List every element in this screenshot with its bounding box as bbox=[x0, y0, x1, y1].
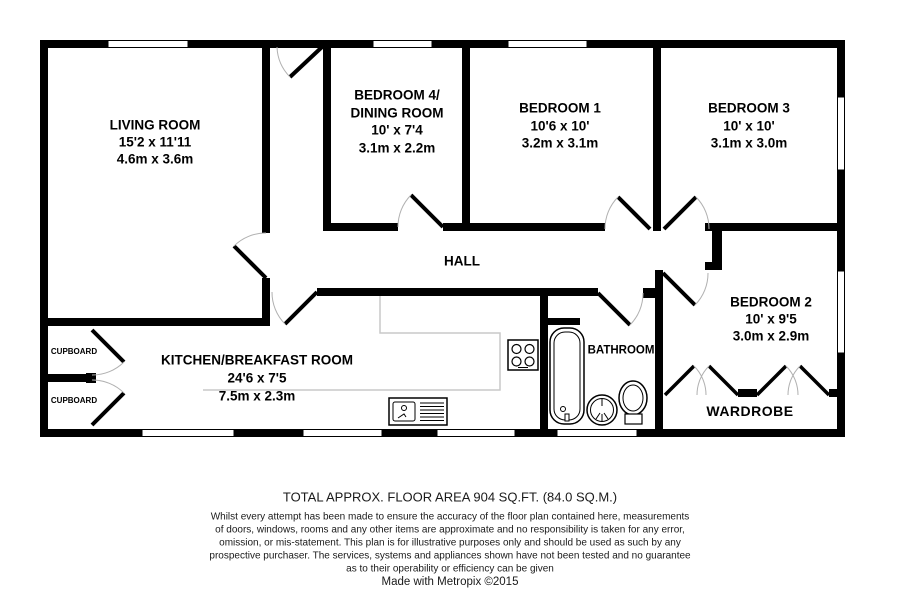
total-floor-area: TOTAL APPROX. FLOOR AREA 904 SQ.FT. (84.0 SQ.M.) bbox=[282, 489, 618, 505]
living-room-size-metric: 4.6m x 3.6m bbox=[116, 151, 194, 167]
window bbox=[508, 41, 587, 48]
window bbox=[142, 430, 234, 437]
bedroom4-label-line2: DINING ROOM bbox=[350, 105, 444, 121]
door-kitchen bbox=[272, 292, 317, 324]
bedroom3-size-imperial: 10' x 10' bbox=[723, 118, 775, 134]
bedroom4-size-imperial: 10' x 7'4 bbox=[371, 122, 423, 138]
bathtub bbox=[550, 328, 584, 424]
bedroom3-label: BEDROOM 3 bbox=[708, 100, 790, 116]
bathroom-label: BATHROOM bbox=[587, 344, 655, 357]
bedroom1-size-metric: 3.2m x 3.1m bbox=[521, 135, 599, 151]
bedroom4-label-line1: BEDROOM 4/ bbox=[354, 87, 440, 103]
window bbox=[437, 430, 515, 437]
disclaimer-line: as to their operability or efficiency can be given bbox=[346, 563, 554, 575]
bedroom2-size-imperial: 10' x 9'5 bbox=[745, 311, 797, 327]
living-room-size-imperial: 15'2 x 11'11 bbox=[118, 134, 192, 150]
disclaimer-line: prospective purchaser. The services, systems and appliances shown have not been tested and no guarantee bbox=[209, 550, 691, 562]
door-bedroom3 bbox=[664, 197, 709, 229]
toilet bbox=[619, 381, 647, 424]
wardrobe-label: WARDROBE bbox=[706, 403, 794, 419]
window bbox=[838, 97, 845, 170]
door-bedroom4 bbox=[398, 195, 443, 227]
window bbox=[373, 41, 432, 48]
hall-label: HALL bbox=[444, 253, 480, 269]
door-bedroom2 bbox=[663, 273, 708, 305]
credit-line: Made with Metropix ©2015 bbox=[381, 576, 519, 588]
kitchen-size-metric: 7.5m x 2.3m bbox=[218, 388, 296, 404]
bedroom2-size-metric: 3.0m x 2.9m bbox=[732, 328, 810, 344]
cupboard-bottom-label: CUPBOARD bbox=[50, 396, 98, 405]
window bbox=[557, 430, 637, 437]
doors bbox=[92, 47, 709, 425]
bedroom1-size-imperial: 10'6 x 10' bbox=[530, 118, 590, 134]
kitchen-label: KITCHEN/BREAKFAST ROOM bbox=[161, 352, 353, 368]
door-entry bbox=[277, 47, 322, 77]
door-bedroom1 bbox=[605, 197, 650, 229]
window bbox=[303, 430, 382, 437]
hob bbox=[508, 340, 538, 370]
kitchen-sink bbox=[389, 398, 447, 425]
kitchen-size-imperial: 24'6 x 7'5 bbox=[227, 370, 287, 386]
door-bathroom bbox=[598, 293, 643, 325]
window bbox=[838, 271, 845, 353]
door-living-room bbox=[234, 233, 266, 278]
living-room-label: LIVING ROOM bbox=[109, 117, 201, 133]
cupboard-top-label: CUPBOARD bbox=[50, 347, 98, 356]
bedroom4-size-metric: 3.1m x 2.2m bbox=[358, 140, 436, 156]
bedroom2-label: BEDROOM 2 bbox=[730, 294, 812, 310]
disclaimer-line: Whilst every attempt has been made to ensure the accuracy of the floor plan contained here, measurements bbox=[210, 511, 690, 523]
basin bbox=[587, 395, 617, 425]
disclaimer-line: of doors, windows, rooms and any other items are approximate and no responsibility is taken for any error, bbox=[215, 524, 685, 536]
bedroom3-size-metric: 3.1m x 3.0m bbox=[710, 135, 788, 151]
window bbox=[108, 41, 188, 48]
disclaimer-line: omission, or mis-statement. This plan is for illustrative purposes only and should be used as such by any bbox=[219, 537, 681, 549]
bedroom1-label: BEDROOM 1 bbox=[519, 100, 601, 116]
